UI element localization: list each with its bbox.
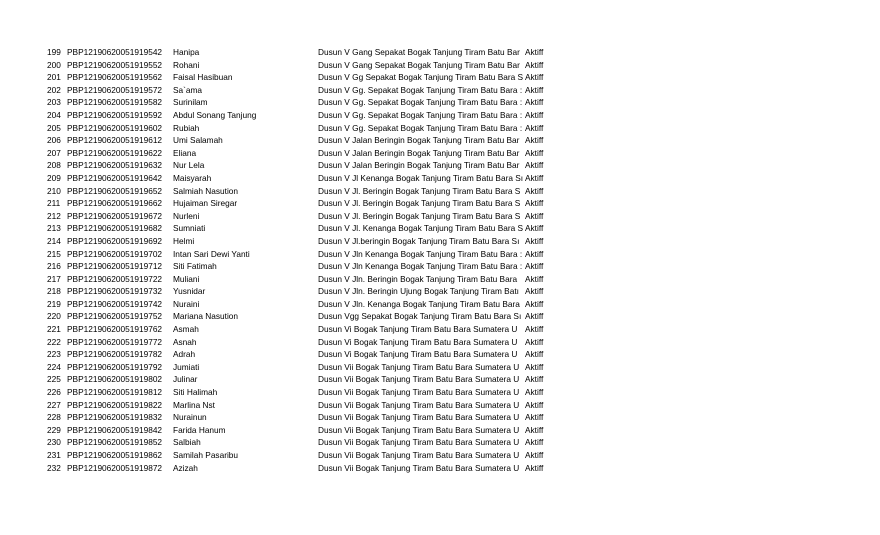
table-row [47, 46, 565, 59]
recipient-address: Dusun V Gg. Sepakat Bogak Tanjung Tiram Batu Bara : [318, 109, 523, 120]
table-row [47, 436, 565, 449]
table-row [47, 59, 565, 72]
recipient-name: Hanipa [173, 47, 200, 57]
recipient-address: Dusun V Gg. Sepakat Bogak Tanjung Tiram Batu Bara : [318, 122, 523, 133]
table-row [47, 323, 565, 336]
recipient-id: PBP12190620051919642 [67, 172, 163, 183]
row-number: 223 [47, 349, 61, 360]
recipient-name: Sumniati [173, 223, 206, 234]
table-row [47, 449, 565, 462]
row-number: 211 [47, 198, 61, 209]
recipient-address: Dusun V Gg Sepakat Bogak Tanjung Tiram Batu Bara S [318, 72, 524, 83]
recipient-address: Dusun V Jl. Kenanga Bogak Tanjung Tiram Batu Bara S [318, 223, 524, 234]
table-row [47, 285, 565, 298]
row-number: 209 [47, 172, 61, 183]
table-row [47, 134, 565, 147]
table-row [47, 235, 565, 248]
recipient-status: Aktiff [525, 248, 544, 259]
row-number: 229 [47, 424, 61, 435]
recipient-status: Aktiff [525, 349, 544, 360]
recipient-name: Siti Halimah [173, 387, 218, 398]
row-number: 220 [47, 311, 61, 322]
recipient-status: Aktiff [525, 450, 544, 460]
recipient-status: Aktiff [525, 412, 544, 423]
recipient-id: PBP12190620051919542 [67, 47, 163, 57]
recipient-name: Rohani [173, 59, 200, 70]
recipient-id: PBP12190620051919582 [67, 97, 163, 108]
recipient-id: PBP12190620051919732 [67, 286, 163, 297]
row-number: 201 [47, 72, 61, 83]
recipient-status: Aktiff [525, 172, 544, 183]
recipient-name: Nurleni [173, 210, 200, 221]
recipient-name: Samilah Pasaribu [173, 450, 239, 460]
recipient-status: Aktiff [525, 109, 544, 120]
recipient-status: Aktiff [525, 374, 544, 385]
row-number: 215 [47, 248, 61, 259]
table-row [47, 411, 565, 424]
recipient-id: PBP12190620051919602 [67, 122, 163, 133]
table-row [47, 399, 565, 412]
recipient-address: Dusun V Gang Sepakat Bogak Tanjung Tiram Batu Bar [318, 47, 520, 57]
recipient-address: Dusun Vii Bogak Tanjung Tiram Batu Bara Sumatera U [318, 462, 520, 473]
recipient-name: Marlina Nst [173, 399, 215, 410]
recipient-id: PBP12190620051919572 [67, 84, 163, 95]
recipient-name: Hujaiman Siregar [173, 198, 238, 209]
row-number: 227 [47, 399, 61, 410]
recipient-address: Dusun V Jln Kenanga Bogak Tanjung Tiram Batu Bara : [318, 261, 523, 272]
recipient-status: Aktiff [525, 210, 544, 221]
recipient-address: Dusun Vii Bogak Tanjung Tiram Batu Bara Sumatera U [318, 424, 520, 435]
recipient-id: PBP12190620051919682 [67, 223, 163, 234]
recipient-address: Dusun V Jln. Kenanga Bogak Tanjung Tiram Batu Bara [318, 298, 520, 309]
recipient-name: Nuraini [173, 298, 200, 309]
recipient-status: Aktiff [525, 387, 544, 398]
recipient-id: PBP12190620051919622 [67, 147, 163, 158]
recipient-status: Aktiff [525, 59, 544, 70]
recipient-id: PBP12190620051919722 [67, 273, 163, 284]
table-row [47, 373, 565, 386]
recipient-name: Rubiah [173, 122, 200, 133]
recipient-status: Aktiff [525, 147, 544, 158]
recipient-name: Salbiah [173, 437, 201, 448]
recipient-status: Aktiff [525, 336, 544, 347]
recipient-id: PBP12190620051919812 [67, 387, 163, 398]
recipient-name: Eliana [173, 147, 197, 158]
recipient-address: Dusun V Jl. Beringin Bogak Tanjung Tiram Batu Bara S [318, 185, 521, 196]
recipient-name: Azizah [173, 462, 198, 473]
recipient-address: Dusun V Jalan Beringin Bogak Tanjung Tiram Batu Bar [318, 147, 520, 158]
recipient-address: Dusun Vi Bogak Tanjung Tiram Batu Bara Sumatera U [318, 349, 518, 360]
row-number: 210 [47, 185, 61, 196]
recipient-id: PBP12190620051919772 [67, 336, 163, 347]
recipient-address: Dusun V Gang Sepakat Bogak Tanjung Tiram Batu Bar [318, 59, 520, 70]
table-row [47, 298, 565, 311]
recipient-status: Aktiff [525, 298, 544, 309]
table-row [47, 71, 565, 84]
recipient-status: Aktiff [525, 286, 544, 297]
row-number: 216 [47, 261, 61, 272]
recipient-id: PBP12190620051919662 [67, 198, 163, 209]
recipient-table [47, 46, 565, 474]
recipient-name: Adrah [173, 349, 196, 360]
table-row [47, 109, 565, 122]
recipient-status: Aktiff [525, 160, 544, 171]
table-row [47, 386, 565, 399]
recipient-name: Surinilam [173, 97, 208, 108]
recipient-status: Aktiff [525, 135, 544, 146]
recipient-status: Aktiff [525, 198, 544, 209]
recipient-status: Aktiff [525, 424, 544, 435]
table-row [47, 336, 565, 349]
table-row [47, 424, 565, 437]
recipient-status: Aktiff [525, 261, 544, 272]
recipient-address: Dusun Vii Bogak Tanjung Tiram Batu Bara Sumatera U [318, 412, 520, 423]
recipient-name: Umi Salamah [173, 135, 223, 146]
recipient-name: Asmah [173, 324, 199, 335]
table-row [47, 210, 565, 223]
row-number: 206 [47, 135, 61, 146]
recipient-id: PBP12190620051919652 [67, 185, 163, 196]
row-number: 205 [47, 122, 61, 133]
recipient-name: Intan Sari Dewi Yanti [173, 248, 250, 259]
table-row [47, 260, 565, 273]
recipient-status: Aktiff [525, 185, 544, 196]
row-number: 224 [47, 361, 61, 372]
recipient-id: PBP12190620051919752 [67, 311, 163, 322]
recipient-name: Farida Hanum [173, 424, 226, 435]
recipient-address: Dusun V Gg. Sepakat Bogak Tanjung Tiram Batu Bara : [318, 84, 523, 95]
recipient-address: Dusun Vgg Sepakat Bogak Tanjung Tiram Batu Bara Sı [318, 311, 522, 322]
table-row [47, 273, 565, 286]
recipient-name: Siti Fatimah [173, 261, 217, 272]
recipient-name: Faisal Hasibuan [173, 72, 233, 83]
row-number: 217 [47, 273, 61, 284]
recipient-name: Abdul Sonang Tanjung [173, 109, 257, 120]
recipient-status: Aktiff [525, 361, 544, 372]
recipient-status: Aktiff [525, 324, 544, 335]
recipient-id: PBP12190620051919782 [67, 349, 163, 360]
recipient-address: Dusun Vii Bogak Tanjung Tiram Batu Bara Sumatera U [318, 450, 520, 460]
recipient-id: PBP12190620051919862 [67, 450, 163, 460]
recipient-address: Dusun V Gg. Sepakat Bogak Tanjung Tiram Batu Bara : [318, 97, 523, 108]
recipient-id: PBP12190620051919692 [67, 235, 163, 246]
recipient-address: Dusun V Jln. Beringin Ujung Bogak Tanjung Tiram Batı [318, 286, 519, 297]
recipient-address: Dusun V Jln. Beringin Bogak Tanjung Tiram Batu Bara [318, 273, 518, 284]
recipient-status: Aktiff [525, 437, 544, 448]
recipient-name: Maisyarah [173, 172, 212, 183]
recipient-address: Dusun V Jl. Beringin Bogak Tanjung Tiram Batu Bara S [318, 210, 521, 221]
recipient-id: PBP12190620051919552 [67, 59, 163, 70]
recipient-address: Dusun Vii Bogak Tanjung Tiram Batu Bara Sumatera U [318, 374, 520, 385]
row-number: 231 [47, 450, 61, 460]
recipient-name: Salmiah Nasution [173, 185, 239, 196]
recipient-status: Aktiff [525, 72, 544, 83]
recipient-name: Nurainun [173, 412, 207, 423]
recipient-address: Dusun V Jl. Beringin Bogak Tanjung Tiram Batu Bara S [318, 198, 521, 209]
recipient-name: Jumiati [173, 361, 200, 372]
recipient-address: Dusun V Jl Kenanga Bogak Tanjung Tiram Batu Bara Sı [318, 172, 524, 183]
recipient-address: Dusun Vii Bogak Tanjung Tiram Batu Bara Sumatera U [318, 387, 520, 398]
recipient-name: Sa`ama [173, 84, 203, 95]
recipient-id: PBP12190620051919832 [67, 412, 163, 423]
row-number: 203 [47, 97, 61, 108]
row-number: 214 [47, 235, 61, 246]
recipient-address: Dusun V Jalan Beringin Bogak Tanjung Tiram Batu Bar [318, 135, 520, 146]
recipient-id: PBP12190620051919632 [67, 160, 163, 171]
recipient-table-body [47, 46, 565, 474]
recipient-name: Asnah [173, 336, 197, 347]
recipient-id: PBP12190620051919792 [67, 361, 163, 372]
table-row [47, 248, 565, 261]
recipient-address: Dusun Vii Bogak Tanjung Tiram Batu Bara Sumatera U [318, 399, 520, 410]
recipient-id: PBP12190620051919822 [67, 399, 163, 410]
recipient-id: PBP12190620051919702 [67, 248, 163, 259]
table-row [47, 462, 565, 475]
recipient-status: Aktiff [525, 122, 544, 133]
recipient-id: PBP12190620051919872 [67, 462, 163, 473]
recipient-id: PBP12190620051919802 [67, 374, 163, 385]
recipient-name: Yusnidar [173, 286, 206, 297]
recipient-id: PBP12190620051919762 [67, 324, 163, 335]
table-row [47, 310, 565, 323]
recipient-status: Aktiff [525, 84, 544, 95]
table-row [47, 122, 565, 135]
recipient-address: Dusun V Jl.beringin Bogak Tanjung Tiram Batu Bara Sı [318, 235, 520, 246]
recipient-address: Dusun V Jalan Beringin Bogak Tanjung Tiram Batu Bar [318, 160, 520, 171]
table-row [47, 159, 565, 172]
recipient-status: Aktiff [525, 47, 544, 57]
table-row [47, 222, 565, 235]
recipient-name: Muliani [173, 273, 200, 284]
recipient-status: Aktiff [525, 273, 544, 284]
recipient-address: Dusun V Jln Kenanga Bogak Tanjung Tiram Batu Bara : [318, 248, 523, 259]
row-number: 221 [47, 324, 61, 335]
table-row [47, 84, 565, 97]
recipient-id: PBP12190620051919562 [67, 72, 163, 83]
table-row [47, 197, 565, 210]
recipient-status: Aktiff [525, 399, 544, 410]
table-row [47, 185, 565, 198]
row-number: 219 [47, 298, 61, 309]
table-row [47, 96, 565, 109]
recipient-status: Aktiff [525, 235, 544, 246]
row-number: 218 [47, 286, 61, 297]
row-number: 199 [47, 47, 61, 57]
recipient-status: Aktiff [525, 462, 544, 473]
recipient-address: Dusun Vi Bogak Tanjung Tiram Batu Bara Sumatera U [318, 336, 518, 347]
table-row [47, 348, 565, 361]
recipient-id: PBP12190620051919672 [67, 210, 163, 221]
row-number: 232 [47, 462, 61, 473]
recipient-name: Helmi [173, 235, 195, 246]
row-number: 202 [47, 84, 61, 95]
row-number: 208 [47, 160, 61, 171]
recipient-address: Dusun Vi Bogak Tanjung Tiram Batu Bara Sumatera U [318, 324, 518, 335]
recipient-status: Aktiff [525, 97, 544, 108]
recipient-id: PBP12190620051919852 [67, 437, 163, 448]
table-row [47, 172, 565, 185]
row-number: 204 [47, 109, 61, 120]
recipient-name: Nur Lela [173, 160, 205, 171]
recipient-name: Mariana Nasution [173, 311, 239, 322]
recipient-status: Aktiff [525, 223, 544, 234]
recipient-id: PBP12190620051919612 [67, 135, 163, 146]
row-number: 212 [47, 210, 61, 221]
recipient-id: PBP12190620051919842 [67, 424, 163, 435]
recipient-status: Aktiff [525, 311, 544, 322]
recipient-id: PBP12190620051919592 [67, 109, 163, 120]
row-number: 213 [47, 223, 61, 234]
row-number: 225 [47, 374, 61, 385]
row-number: 230 [47, 437, 61, 448]
recipient-id: PBP12190620051919742 [67, 298, 163, 309]
recipient-address: Dusun Vii Bogak Tanjung Tiram Batu Bara Sumatera U [318, 437, 520, 448]
recipient-id: PBP12190620051919712 [67, 261, 163, 272]
row-number: 222 [47, 336, 61, 347]
row-number: 226 [47, 387, 61, 398]
table-row [47, 147, 565, 160]
recipient-name: Julinar [173, 374, 198, 385]
table-row [47, 361, 565, 374]
recipient-address: Dusun Vii Bogak Tanjung Tiram Batu Bara Sumatera U [318, 361, 520, 372]
row-number: 200 [47, 59, 61, 70]
row-number: 228 [47, 412, 61, 423]
row-number: 207 [47, 147, 61, 158]
